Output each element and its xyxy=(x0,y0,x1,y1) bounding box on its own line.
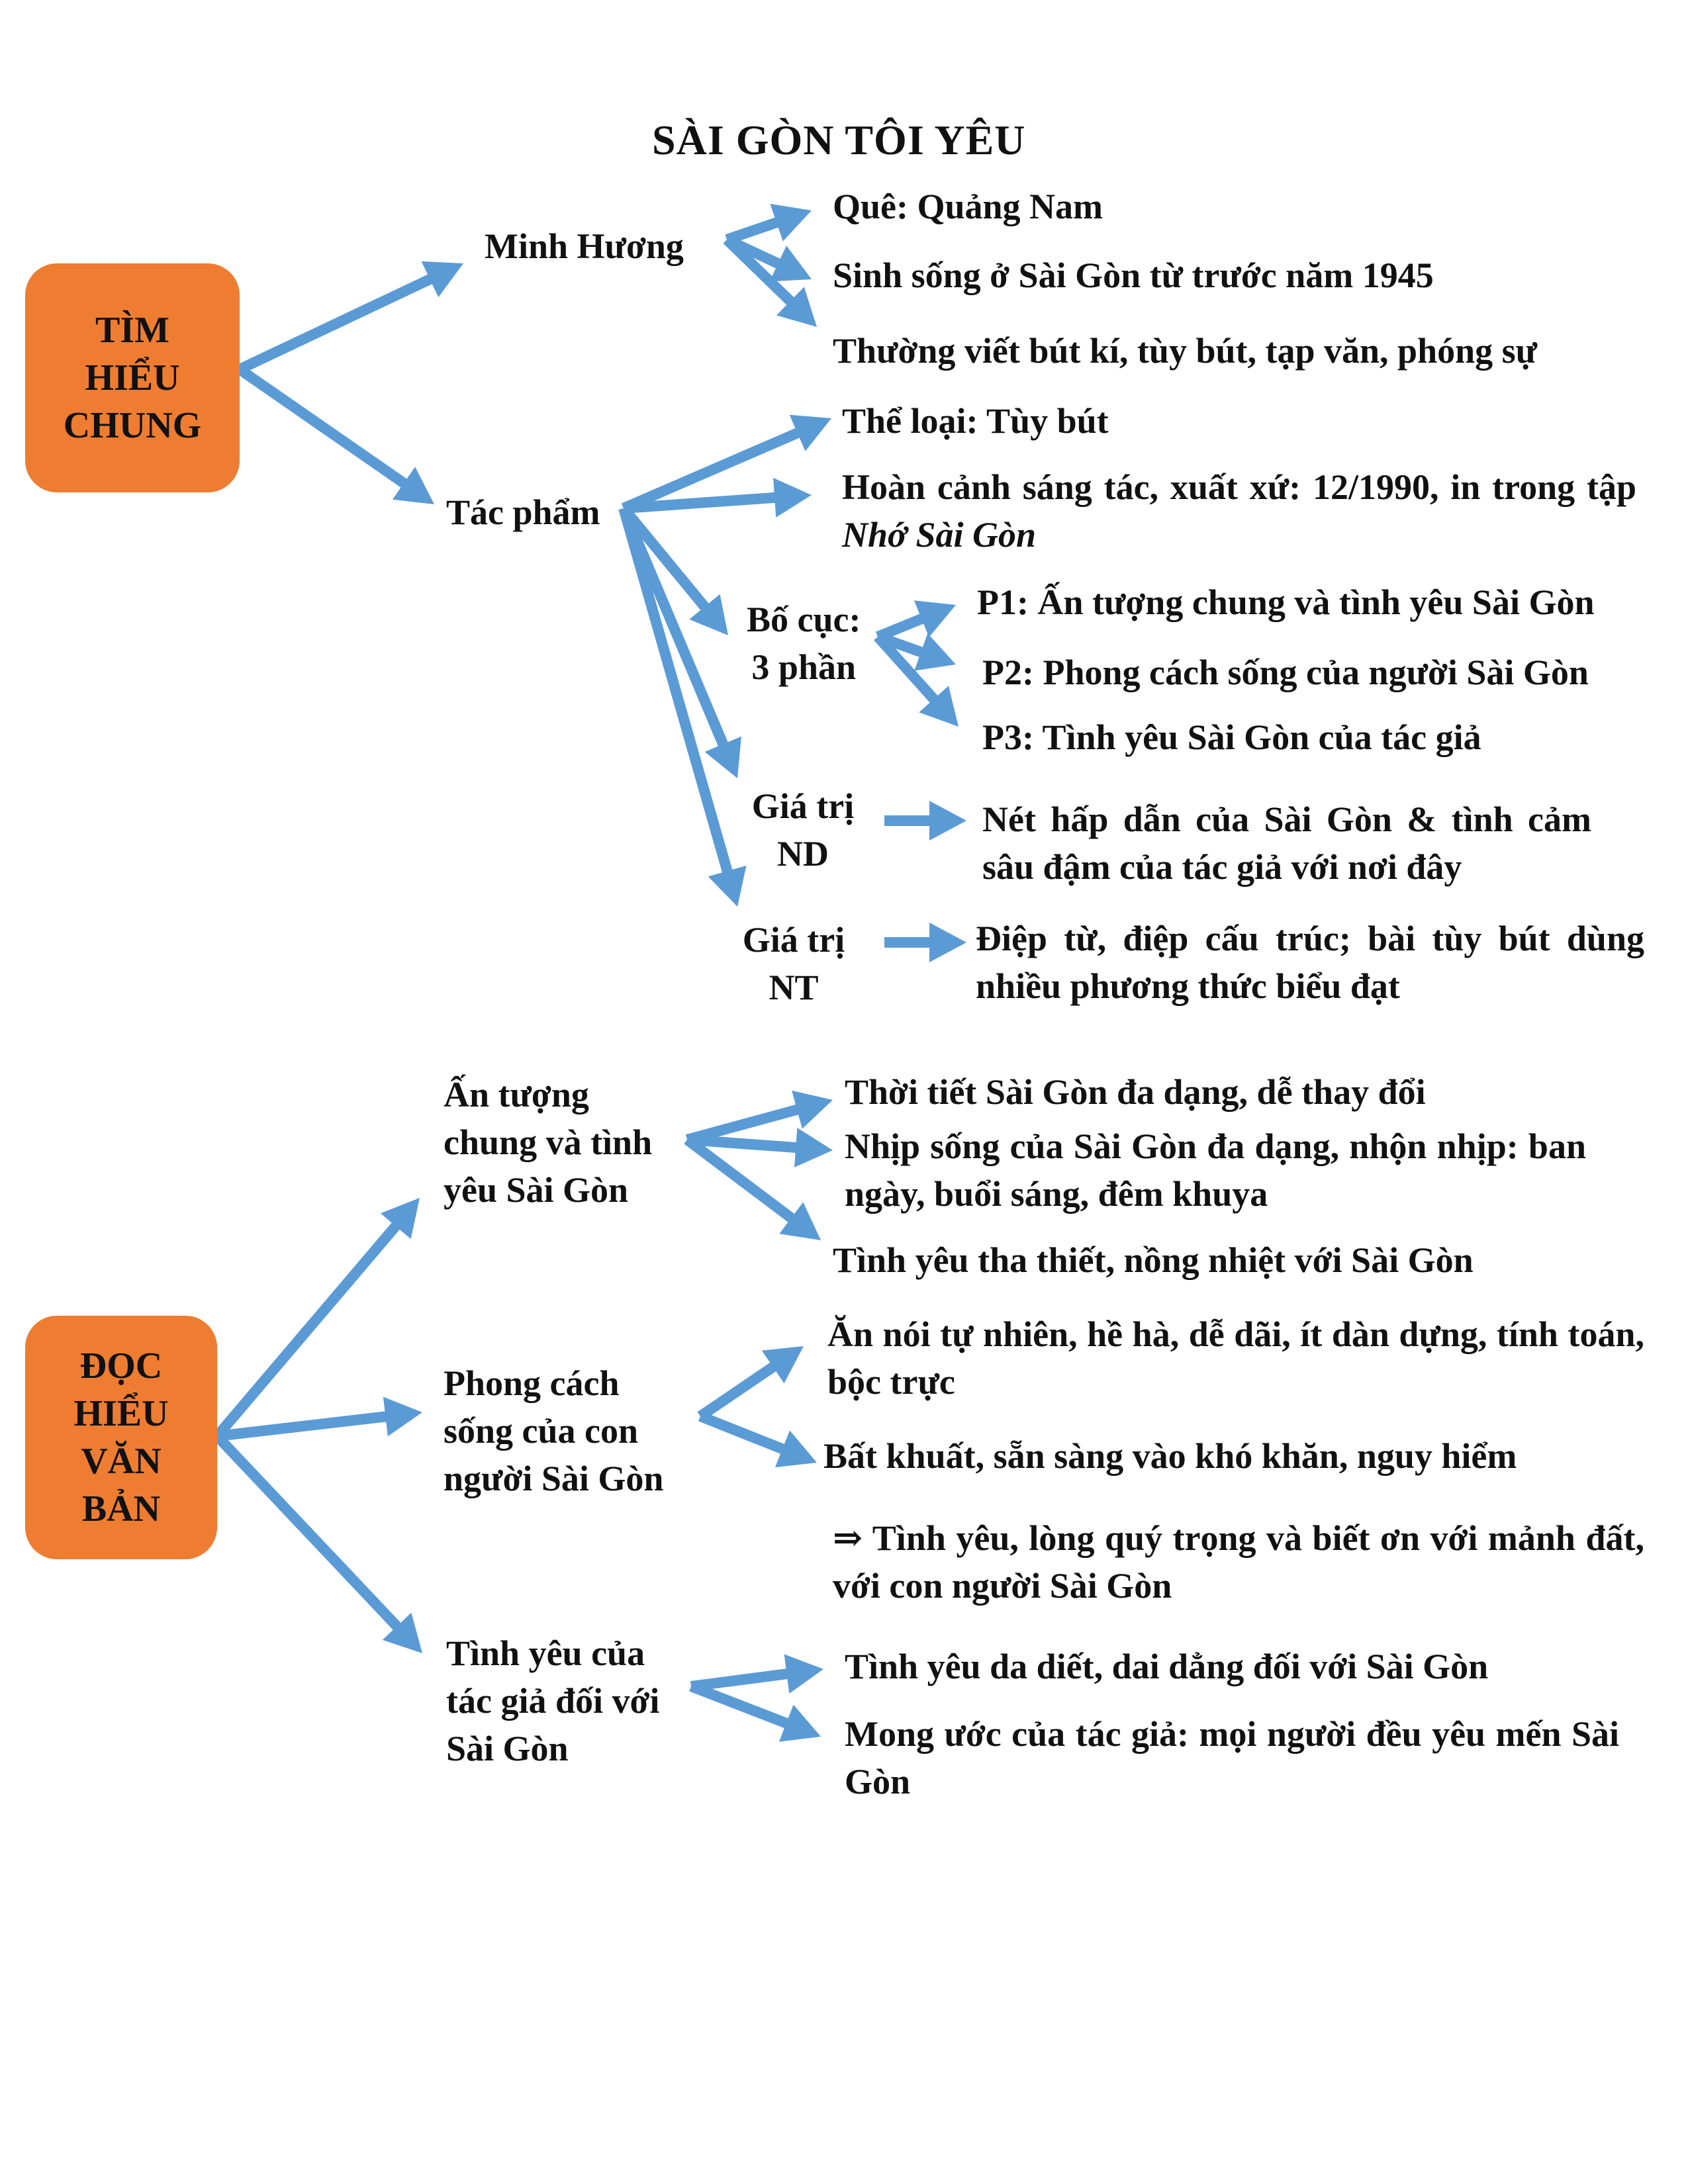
arrow-box-to-work xyxy=(240,369,434,504)
arrow-work-to-art-value-shaft xyxy=(624,508,728,874)
arrow-lifestyle-to-speech xyxy=(700,1346,804,1416)
arrow-art-value-head xyxy=(929,923,966,962)
arrow-author-love-to-wish-shaft xyxy=(691,1686,789,1724)
node-lifestyle: Phong cách sống của con người Sài Gòn xyxy=(444,1363,664,1498)
node-content-value: Giá trị ND xyxy=(751,786,855,874)
layout-part-1: P1: Ấn tượng chung và tình yêu Sài Gòn xyxy=(977,582,1595,622)
arrow-impression-to-weather-head xyxy=(792,1091,833,1129)
arrow-box-to-author-love-shaft xyxy=(217,1436,399,1628)
arrow-box-to-author xyxy=(240,261,463,369)
content-value-text: Nét hấp dẫn của Sài Gòn & tình cảm sâu đậm của tác giả với nơi đây xyxy=(982,799,1591,887)
arrow-content-value xyxy=(884,801,966,841)
arrow-author-love-to-longing xyxy=(691,1654,823,1693)
arrow-work-to-art-value-head xyxy=(708,866,747,907)
author-residence: Sinh sống ở Sài Gòn từ trước năm 1945 xyxy=(833,255,1434,295)
author-genres: Thường viết bút kí, tùy bút, tạp văn, phóng sự xyxy=(833,331,1538,371)
arrow-box-to-author-love xyxy=(217,1436,422,1653)
impression-rhythm: Nhịp sống của Sài Gòn đa dạng, nhộn nhịp: ban ngày, buổi sáng, đêm khuya xyxy=(845,1126,1586,1214)
arrow-art-value xyxy=(884,923,966,962)
work-genre: Thể loại: Tùy bút xyxy=(842,401,1109,441)
lifestyle-speech: Ăn nói tự nhiên, hề hà, dễ dãi, ít dàn dựng, tính toán, bộc trực xyxy=(827,1314,1644,1402)
arrow-lifestyle-to-speech-shaft xyxy=(700,1365,775,1416)
work-context xyxy=(842,463,1636,559)
impression-weather: Thời tiết Sài Gòn đa dạng, dễ thay đổi xyxy=(845,1072,1426,1112)
author-love-wish: Mong ước của tác giả: mọi người đều yêu mến Sài Gòn xyxy=(845,1714,1619,1801)
arrow-author-to-hometown xyxy=(727,204,812,242)
node-art-value: Giá trị NT xyxy=(742,920,845,1007)
arrow-layout-to-part-1 xyxy=(878,600,956,637)
node-work: Tác phẩm xyxy=(446,492,600,532)
impression-love: Tình yêu tha thiết, nồng nhiệt với Sài Gòn xyxy=(833,1240,1474,1280)
node-impression: Ấn tượng chung và tình yêu Sài Gòn xyxy=(444,1075,653,1210)
arrow-work-to-context-head xyxy=(773,478,812,518)
node-layout: Bố cục: 3 phần xyxy=(747,600,861,687)
arrow-author-love-to-wish xyxy=(691,1686,821,1742)
node-author-love: Tình yêu của tác giả đối với Sài Gòn xyxy=(446,1633,660,1768)
arrow-box-to-author-shaft xyxy=(240,278,432,369)
arrow-impression-to-love-shaft xyxy=(687,1140,793,1220)
lifestyle-conclusion: ⇒ Tình yêu, lòng quý trọng và biết ơn với mảnh đất, với con người Sài Gòn xyxy=(833,1518,1644,1606)
arrow-lifestyle-to-courage xyxy=(700,1416,817,1467)
box-text-reading: ĐỌC HIỂU VĂN BẢN xyxy=(25,1316,217,1559)
work-collection-title: Nhớ Sài Gòn xyxy=(842,515,1037,555)
author-love-longing: Tình yêu da diết, dai dẳng đối với Sài Gòn xyxy=(845,1647,1489,1686)
layout-part-3: P3: Tình yêu Sài Gòn của tác giả xyxy=(982,717,1481,757)
arrow-author-love-to-longing-head xyxy=(784,1654,823,1693)
lifestyle-courage: Bất khuất, sẵn sàng vào khó khăn, nguy hiểm xyxy=(823,1436,1517,1476)
arrow-box-to-lifestyle-shaft xyxy=(217,1416,388,1436)
node-author: Minh Hương xyxy=(485,226,684,266)
arrow-work-to-art-value xyxy=(624,508,746,907)
author-hometown: Quê: Quảng Nam xyxy=(833,187,1103,226)
arrow-lifestyle-to-courage-shaft xyxy=(700,1416,785,1450)
arrow-box-to-lifestyle-head xyxy=(383,1397,422,1437)
page-title: SÀI GÒN TÔI YÊU xyxy=(652,116,1026,163)
arrow-content-value-head xyxy=(929,801,966,841)
arrow-impression-to-weather-shaft xyxy=(687,1109,800,1140)
box-general-info: TÌM HIỂU CHUNG xyxy=(25,263,240,492)
arrow-impression-to-weather xyxy=(687,1091,833,1140)
arrow-box-to-work-shaft xyxy=(240,369,406,484)
arrow-impression-to-rhythm-head xyxy=(794,1128,833,1167)
arrow-author-to-hometown-shaft xyxy=(727,222,779,240)
arrow-author-love-to-longing-shaft xyxy=(691,1674,789,1686)
layout-part-2: P2: Phong cách sống của người Sài Gòn xyxy=(982,653,1589,692)
work-context-text: Hoàn cảnh sáng tác, xuất xứ: 12/1990, in trong tập xyxy=(842,467,1636,507)
arrow-author-to-genres xyxy=(727,240,817,327)
art-value-text: Điệp từ, điệp cấu trúc; bài tùy bút dùng nhiều phương thức biểu đạt xyxy=(976,919,1644,1006)
arrow-work-to-content-value xyxy=(624,508,741,778)
arrow-box-to-impression-shaft xyxy=(217,1224,397,1436)
